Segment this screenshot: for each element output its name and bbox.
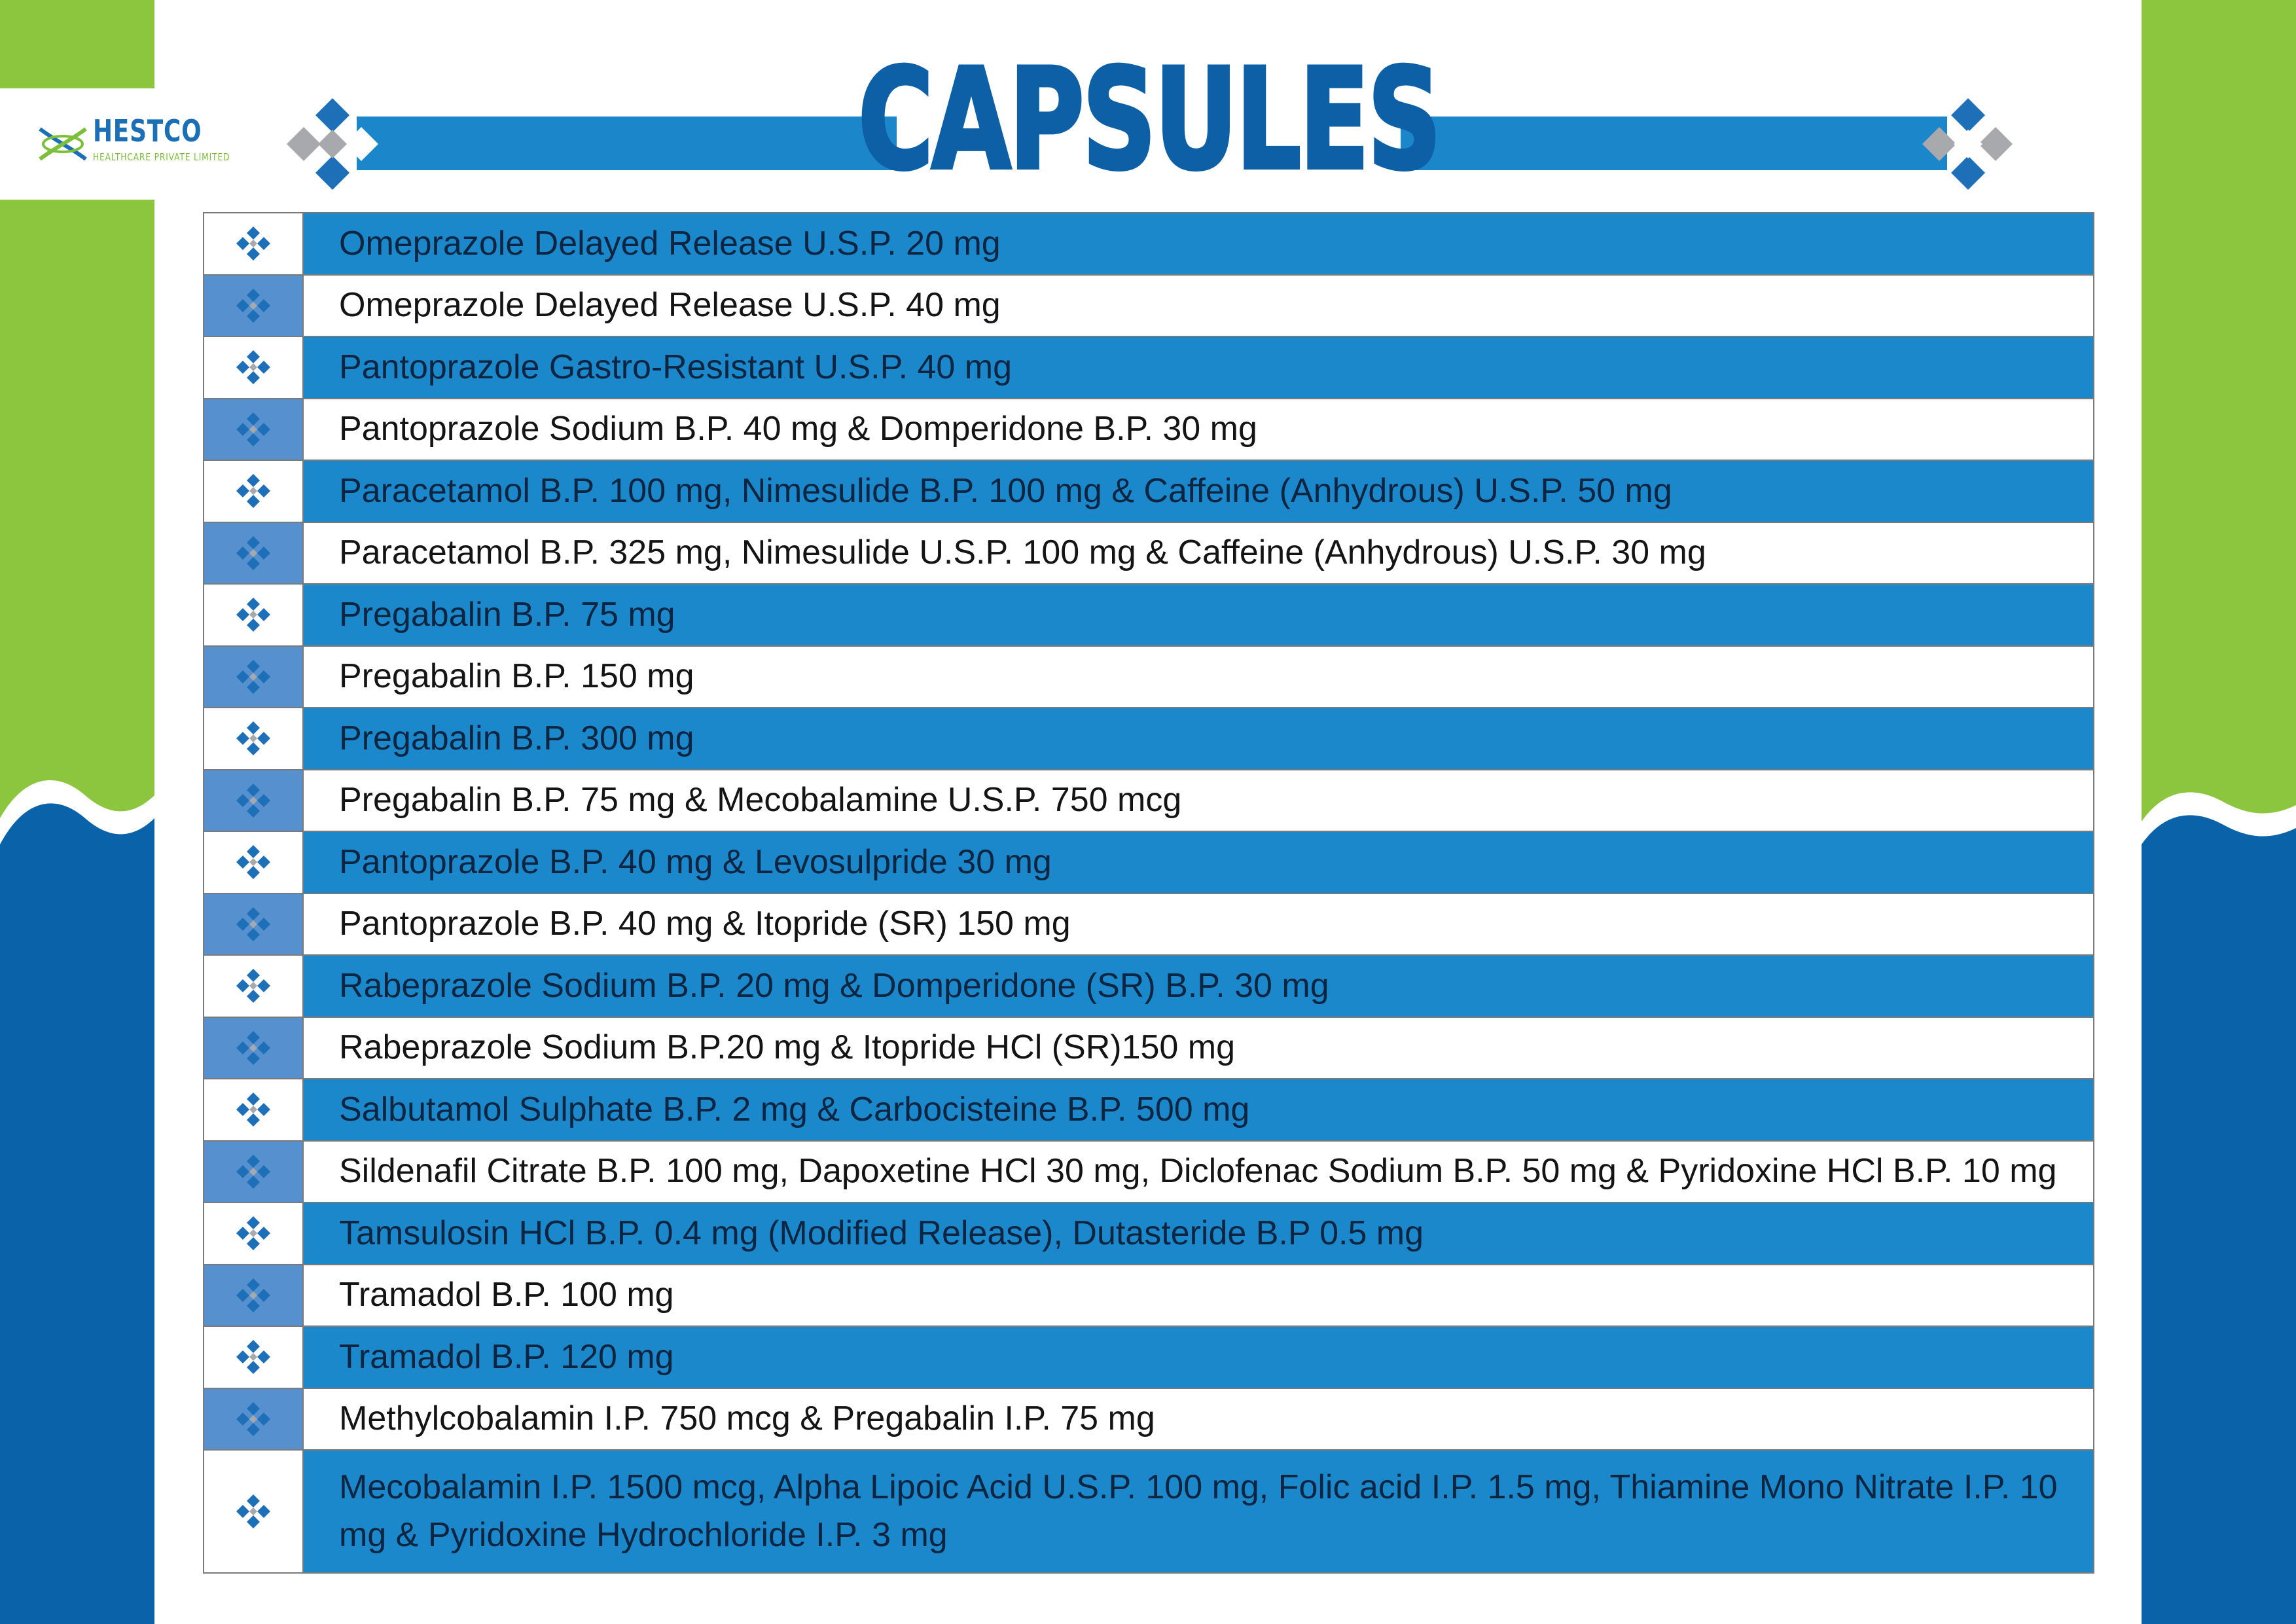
table-row (204, 1203, 2093, 1265)
bullet-cell (204, 647, 304, 708)
table-row (204, 708, 2093, 770)
table-row (204, 770, 2093, 833)
four-diamond-bullet-icon (234, 905, 273, 944)
product-name: Pantoprazole Sodium B.P. 40 mg & Domperidone B.P. 30 mg (304, 399, 2093, 460)
four-diamond-bullet-icon (234, 1337, 273, 1377)
four-diamond-bullet-icon (234, 1399, 273, 1439)
product-table (203, 212, 2094, 1574)
table-row (204, 276, 2093, 338)
table-row (204, 1142, 2093, 1204)
product-name: Paracetamol B.P. 100 mg, Nimesulide B.P. 100 mg & Caffeine (Anhydrous) U.S.P. 50 mg (304, 461, 2093, 522)
table-row (204, 461, 2093, 523)
four-diamond-bullet-icon (234, 286, 273, 325)
left-side-panel (0, 0, 154, 1624)
product-name: Omeprazole Delayed Release U.S.P. 20 mg (304, 213, 2093, 274)
four-diamond-bullet-icon (234, 966, 273, 1005)
product-name: Paracetamol B.P. 325 mg, Nimesulide U.S.P. 100 mg & Caffeine (Anhydrous) U.S.P. 30 mg (304, 523, 2093, 584)
dna-helix-icon (36, 121, 90, 167)
page-title-text: CAPSULES (857, 39, 1440, 200)
product-name: Omeprazole Delayed Release U.S.P. 40 mg (304, 276, 2093, 336)
table-row (204, 1079, 2093, 1142)
product-name: Salbutamol Sulphate B.P. 2 mg & Carbocisteine B.P. 500 mg (304, 1079, 2093, 1140)
four-diamond-bullet-icon (234, 471, 273, 511)
four-diamond-bullet-icon (234, 533, 273, 573)
table-row (204, 1389, 2093, 1451)
bullet-cell (204, 1265, 304, 1326)
four-diamond-bullet-icon (234, 1492, 273, 1531)
table-row (204, 213, 2093, 276)
table-row (204, 1327, 2093, 1389)
bullet-cell (204, 1389, 304, 1450)
right-side-panel (2142, 0, 2296, 1624)
brand-name: HESTCO (93, 113, 202, 149)
bullet-cell (204, 523, 304, 584)
four-diamond-bullet-icon (234, 224, 273, 263)
four-diamond-bullet-icon (234, 1152, 273, 1191)
product-name: Tamsulosin HCl B.P. 0.4 mg (Modified Release), Dutasteride B.P 0.5 mg (304, 1203, 2093, 1264)
bullet-cell (204, 1203, 304, 1264)
table-row (204, 337, 2093, 399)
product-name: Tramadol B.P. 120 mg (304, 1327, 2093, 1388)
bullet-cell (204, 337, 304, 398)
table-row (204, 399, 2093, 461)
page-title (857, 39, 1440, 200)
four-diamond-bullet-icon (234, 657, 273, 696)
diamond-cluster-icon (287, 98, 391, 190)
four-diamond-bullet-icon (234, 1090, 273, 1129)
table-row (204, 523, 2093, 585)
table-row (204, 894, 2093, 956)
four-diamond-bullet-icon (234, 595, 273, 634)
four-diamond-bullet-icon (234, 1214, 273, 1253)
four-diamond-bullet-icon (234, 1276, 273, 1315)
table-row (204, 956, 2093, 1018)
bullet-cell (204, 399, 304, 460)
table-row (204, 832, 2093, 894)
product-name: Pregabalin B.P. 300 mg (304, 708, 2093, 769)
product-name: Pregabalin B.P. 150 mg (304, 647, 2093, 708)
product-name: Pregabalin B.P. 75 mg & Mecobalamine U.S.P. 750 mcg (304, 770, 2093, 831)
brand-tagline: HEALTHCARE PRIVATE LIMITED (93, 151, 230, 163)
product-name: Tramadol B.P. 100 mg (304, 1265, 2093, 1326)
product-name: Rabeprazole Sodium B.P. 20 mg & Domperidone (SR) B.P. 30 mg (304, 956, 2093, 1017)
four-diamond-bullet-icon (234, 348, 273, 387)
bullet-cell (204, 1327, 304, 1388)
four-diamond-bullet-icon (234, 781, 273, 820)
product-name: Mecobalamin I.P. 1500 mcg, Alpha Lipoic Acid U.S.P. 100 mg, Folic acid I.P. 1.5 mg, Thiamine Mono Nitrate I.P. 10 mg & Pyridoxine Hydrochloride I.P. 3 mg (304, 1451, 2093, 1572)
table-row (204, 1451, 2093, 1572)
bullet-cell (204, 894, 304, 955)
table-row (204, 1018, 2093, 1080)
product-name: Pantoprazole B.P. 40 mg & Levosulpride 30 mg (304, 832, 2093, 893)
bullet-cell (204, 276, 304, 336)
four-diamond-bullet-icon (234, 842, 273, 882)
table-row (204, 647, 2093, 709)
bullet-cell (204, 708, 304, 769)
four-diamond-bullet-icon (234, 410, 273, 449)
company-logo (0, 88, 249, 200)
bullet-cell (204, 1018, 304, 1079)
product-name: Pantoprazole B.P. 40 mg & Itopride (SR) 150 mg (304, 894, 2093, 955)
bullet-cell (204, 1142, 304, 1202)
diamond-cluster-icon (1908, 98, 2013, 190)
bullet-cell (204, 956, 304, 1017)
bullet-cell (204, 770, 304, 831)
four-diamond-bullet-icon (234, 719, 273, 758)
four-diamond-bullet-icon (234, 1028, 273, 1068)
product-name: Sildenafil Citrate B.P. 100 mg, Dapoxetine HCl 30 mg, Diclofenac Sodium B.P. 50 mg & Pyridoxine HCl B.P. 10 mg (304, 1142, 2093, 1202)
product-name: Pregabalin B.P. 75 mg (304, 585, 2093, 645)
product-name: Methylcobalamin I.P. 750 mcg & Pregabalin I.P. 75 mg (304, 1389, 2093, 1450)
bullet-cell (204, 1079, 304, 1140)
bullet-cell (204, 213, 304, 274)
bullet-cell (204, 832, 304, 893)
bullet-cell (204, 1451, 304, 1572)
table-row (204, 585, 2093, 647)
bullet-cell (204, 585, 304, 645)
product-name: Rabeprazole Sodium B.P.20 mg & Itopride HCl (SR)150 mg (304, 1018, 2093, 1079)
table-row (204, 1265, 2093, 1327)
product-name: Pantoprazole Gastro-Resistant U.S.P. 40 mg (304, 337, 2093, 398)
bullet-cell (204, 461, 304, 522)
